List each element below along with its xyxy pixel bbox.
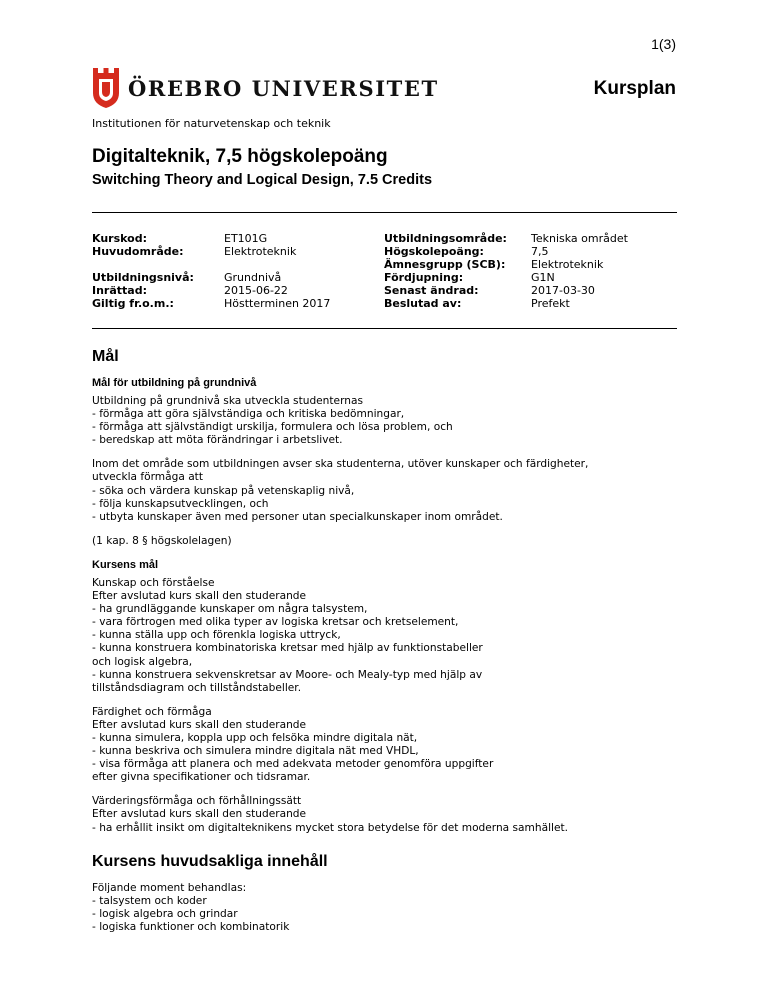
page-number: 1(3) [651,36,676,52]
text-line: Efter avslutad kurs skall den studerande [92,808,307,821]
text-line: Utbildning på grundnivå ska utveckla studenternas [92,395,363,407]
field-label: Utbildningsområde: [384,232,507,245]
text-line: utveckla förmåga att [92,471,203,484]
field-label: Huvudområde: [92,245,184,258]
text-line: - förmåga att självständigt urskilja, formulera och lösa problem, och [92,421,453,434]
divider [92,328,677,329]
field-value: ET101G [224,232,268,245]
field-value: 2017-03-30 [531,284,595,297]
section-innehall [92,853,682,934]
field-label: Ämnesgrupp (SCB): [384,258,506,271]
text-line: Efter avslutad kurs skall den studerande [92,590,307,603]
text-line: - förmåga att göra självständiga och kritiska bedömningar, [92,408,405,421]
text-line: tillståndsdiagram och tillståndstabeller. [92,681,302,694]
text-line: - ha erhållit insikt om digitalteknikens mycket stora betydelse för det moderna samhället. [92,821,568,834]
text-line: Efter avslutad kurs skall den studerande [92,718,307,731]
text-line: - kunna beskriva och simulera mindre digitala nät med VHDL, [92,745,419,758]
field-value: Elektroteknik [531,258,604,271]
field-label: Kurskod: [92,232,147,245]
field-value: Grundnivå [224,271,282,284]
text-line: (1 kap. 8 § högskolelagen) [92,534,232,547]
syllabus-body [92,348,682,945]
field-label: Högskolepoäng: [384,245,484,258]
divider [92,212,677,213]
text-line: Kunskap och förståelse [92,576,215,589]
text-line: Värderingsförmåga och förhållningssätt [92,795,302,808]
section-heading: Kursens huvudsakliga innehåll [92,852,328,870]
field-label: Beslutad av: [384,297,462,310]
paragraph [92,706,682,785]
field-label: Senast ändrad: [384,284,479,297]
text-line: - visa förmåga att planera och med adekvata metoder genomföra uppgifter [92,758,494,771]
field-label: Fördjupning: [384,271,464,284]
text-line: - beredskap att möta förändringar i arbetslivet. [92,434,343,447]
text-line: - utbyta kunskaper även med personer utan specialkunskaper inom området. [92,510,503,523]
paragraph [92,535,682,548]
section-mal [92,348,682,835]
field-value: Tekniska området [531,232,628,245]
text-line: - kunna ställa upp och förenkla logiska uttryck, [92,629,341,642]
text-line: - söka och värdera kunskap på vetenskaplig nivå, [92,484,355,497]
course-title-english: Switching Theory and Logical Design, 7.5 Credits [92,172,433,188]
field-value: G1N [531,271,555,284]
course-title: Digitalteknik, 7,5 högskolepoäng [92,146,388,167]
field-label: Inrättad: [92,284,147,297]
institution-name: Institutionen för naturvetenskap och teknik [92,117,331,130]
text-line: - logisk algebra och grindar [92,907,238,920]
field-label: Giltig fr.o.m.: [92,297,174,310]
course-info-values-left [224,232,330,310]
field-label: Utbildningsnivå: [92,271,194,284]
document-type: Kursplan [593,78,676,99]
paragraph [92,395,682,447]
course-info-labels-left [92,232,194,310]
text-line: - kunna konstruera sekvenskretsar av Moore- och Mealy-typ med hjälp av [92,668,483,681]
field-value: 7,5 [531,245,549,258]
section-heading: Mål [92,348,119,365]
text-line: Färdighet och förmåga [92,705,212,718]
field-value: Prefekt [531,297,570,310]
university-crest-icon [92,68,120,108]
text-line: och logisk algebra, [92,655,193,668]
field-value: Höstterminen 2017 [224,297,331,310]
text-line: - talsystem och koder [92,894,207,907]
field-value: 2015-06-22 [224,284,288,297]
paragraph [92,882,682,934]
course-info-values-right [531,232,628,310]
subsection-heading: Kursens mål [92,558,159,571]
text-line: - logiska funktioner och kombinatorik [92,920,290,933]
text-line: - vara förtrogen med olika typer av logiska kretsar och kretselement, [92,616,459,629]
text-line: - kunna konstruera kombinatoriska kretsar med hjälp av funktionstabeller [92,642,483,655]
text-line: Följande moment behandlas: [92,881,247,894]
subsection-heading: Mål för utbildning på grundnivå [92,377,257,389]
text-line: Inom det område som utbildningen avser ska studenterna, utöver kunskaper och färdigheter, [92,458,589,471]
paragraph [92,458,682,523]
text-line: efter givna specifikationer och tidsramar. [92,771,311,784]
paragraph [92,577,682,695]
logo-wordmark: ÖREBRO UNIVERSITET [128,75,439,101]
text-line: - följa kunskapsutvecklingen, och [92,497,269,510]
paragraph [92,795,682,834]
text-line: - kunna simulera, koppla upp och felsöka mindre digitala nät, [92,731,418,744]
field-value: Elektroteknik [224,245,297,258]
course-info-labels-right [384,232,507,310]
university-logo [92,68,439,108]
text-line: - ha grundläggande kunskaper om några talsystem, [92,603,368,616]
